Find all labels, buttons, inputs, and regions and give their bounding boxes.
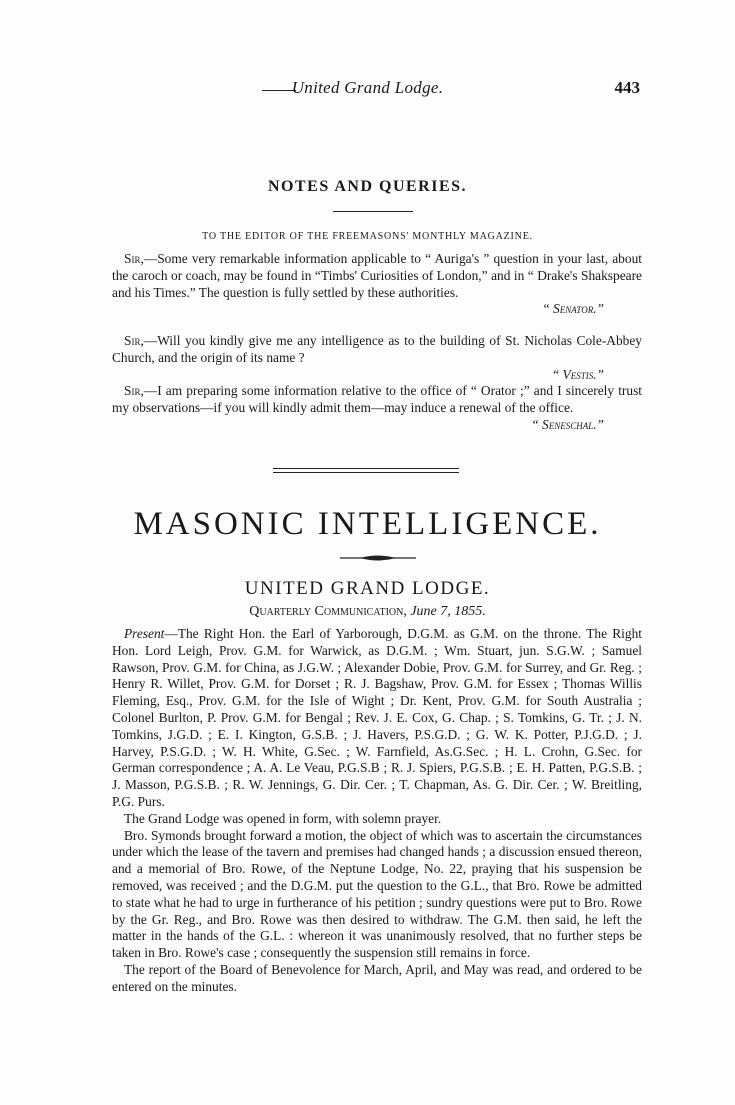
communication-date: June 7, 1855. bbox=[410, 604, 486, 619]
present-text: —The Right Hon. the Earl of Yarborough, D.G.M. as G.M. on the throne. The Right Hon. Lord Leigh, Prov. G.M. for Warwick, as D.G.M. ; Wm. Stuart, jun. S.G.W. ; Samuel Rawson, Prov. G.M. for China, as J.G.W. ; Alexander Dobie, Prov. G.M. for Surrey, and Gr. Reg. ; Henry R. Willet, Prov. G.M. for Dorset ; R. J. Bagshaw, Prov. G.M. for Essex ; Thomas Willis Fleming, Esq., Prov. G.M. for the Isle of Wight ; Dr. Kent, Prov. G.M. for South Australia ; Colonel Burlton, P. Prov. G.M. for Bengal ; Rev. J. E. Cox, G. Chap. ; S. Tomkins, G. Tr. ; J. N. Tomkins, J.G.D. ; E. I. Kington, G.S.B. ; J. Havers, P.S.G.D. ; G. W. K. Potter, P.J.G.D. ; J. Harvey, P.S.G.D. ; W. H. White, G.Sec. ; W. Farnfield, As.G.Sec. ; H. L. Crohn, G.Sec. for German correspondence ; A. A. Le Veau, P.G.S.B ; R. J. Spiers, P.G.S.B. ; E. H. Patten, P.G.S.B. ; J. Masson, P.G.S.B. ; R. W. Jennings, G. Dir. Cer. ; T. Chapman, As. G. Dir. Cer. ; W. Breitling, P.G. Purs. bbox=[112, 626, 642, 809]
letter-vestis bbox=[112, 333, 642, 383]
body-paragraph: The report of the Board of Benevolence for March, April, and May was read, and ordered to be entered on the minutes. bbox=[112, 961, 642, 994]
section-divider-bottom bbox=[273, 472, 459, 473]
letter-body: —Will you kindly give me any intelligence as to the building of St. Nicholas Cole-Abbey Church, and the origin of its name ? bbox=[112, 333, 642, 365]
running-head-title: United Grand Lodge. bbox=[291, 78, 444, 97]
letter-salutation: Sir, bbox=[124, 333, 144, 348]
present-label: Present bbox=[124, 626, 165, 641]
letter-salutation: Sir, bbox=[124, 251, 144, 266]
letter-signature: “ Senator.” bbox=[542, 301, 604, 317]
masonic-intelligence-heading: MASONIC INTELLIGENCE. bbox=[133, 506, 602, 542]
notes-heading: NOTES AND QUERIES. bbox=[267, 178, 468, 195]
letter-salutation: Sir, bbox=[124, 383, 144, 398]
letter-body: —I am preparing some information relative to the office of “ Orator ;” and I sincerely trust my observations—if you will kindly admit them—may induce a renewal of the office. bbox=[112, 383, 642, 415]
running-head bbox=[0, 78, 735, 102]
letter-senator bbox=[112, 251, 642, 318]
letter-signature: “ Seneschal.” bbox=[531, 416, 604, 432]
communication-label: Quarterly Communication, bbox=[249, 604, 407, 619]
section-divider-top bbox=[273, 468, 459, 469]
page-number: 443 bbox=[614, 78, 640, 97]
united-grand-lodge-heading: UNITED GRAND LODGE. bbox=[244, 578, 491, 599]
present-paragraph bbox=[112, 626, 642, 811]
letter-seneschal bbox=[112, 383, 642, 433]
body-paragraph: Bro. Symonds brought forward a motion, the object of which was to ascertain the circumstances under which the lease of the tavern and premises had changed hands ; a discussion ensued thereon, and a memorial of Bro. Rowe, of the Neptune Lodge, No. 22, praying that his suspension be removed, was received ; and the D.G.M. put the question to the G.L., that Bro. Rowe be admitted to state what he had to urge in furtherance of his petition ; sundry questions were put to Bro. Rowe by the Gr. Reg., and Bro. Rowe was then desired to withdraw. The G.M. then said, he left the matter in the hands of the G.L. : whereon it was unanimously resolved, that no further steps be taken in Bro. Rowe's case ; consequently the suspension still remains in force. bbox=[112, 827, 642, 961]
editor-address-line: TO THE EDITOR OF THE FREEMASONS' MONTHLY MAGAZINE. bbox=[202, 231, 533, 242]
communication-date-line bbox=[0, 604, 735, 620]
intelligence-body bbox=[112, 626, 642, 996]
letter-signature: “ Vestis.” bbox=[551, 366, 604, 382]
body-paragraph: The Grand Lodge was opened in form, with solemn prayer. bbox=[124, 810, 442, 826]
ornamental-rule bbox=[338, 552, 418, 564]
letter-body: —Some very remarkable information applicable to “ Auriga's ” question in your last, about the caroch or coach, may be found in “Timbs' Curiosities of London,” and in “ Drake's Shakspeare and his Times.” The question is fully settled by these authorities. bbox=[112, 251, 642, 300]
notes-heading-rule bbox=[333, 211, 413, 212]
